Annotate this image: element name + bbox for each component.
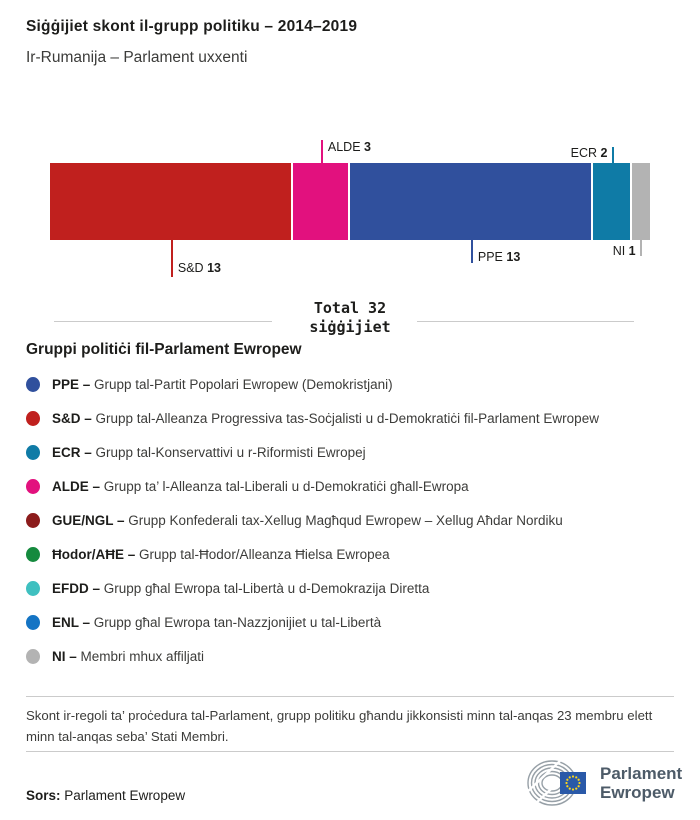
source-label: Sors:: [26, 788, 61, 803]
legend-label: ECR – Grupp tal-Konservattivi u r-Riformisti Ewropej: [52, 444, 366, 460]
legend-label: ALDE – Grupp ta’ l-Alleanza tal-Liberali u d-Demokratiċi għall-Ewropa: [52, 478, 469, 494]
legend-item-enl: [26, 605, 686, 639]
ep-hemicycle-icon: [526, 758, 588, 808]
legend-label: ENL – Grupp għal Ewropa tan-Nazzjonijiet u tal-Libertà: [52, 614, 382, 630]
legend-item-ni: [26, 639, 686, 673]
callout-label-ppe: PPE 13: [477, 250, 521, 264]
source-line: [26, 788, 185, 803]
footnote-divider-bottom: [26, 751, 674, 752]
seats-bar-chart: [0, 0, 700, 300]
bar-segment-alde: [293, 163, 349, 240]
ep-logo: [526, 758, 682, 808]
legend-item-s-d: [26, 401, 686, 435]
page-subtitle: Ir-Rumanija – Parlament uxxenti: [26, 49, 248, 66]
legend-label: EFDD – Grupp għal Ewropa tal-Libertà u d-Demokrazija Diretta: [52, 580, 430, 596]
legend-dot-enl: [26, 615, 40, 630]
stacked-bar: [50, 163, 650, 240]
legend-dot-efdd: [26, 581, 40, 596]
total-line1: Total 32: [313, 299, 387, 317]
legend-dot-gue-ngl: [26, 513, 40, 528]
page-title: Siġġijiet skont il-grupp politiku – 2014–2019: [26, 18, 358, 35]
legend-dot-alde: [26, 479, 40, 494]
legend-label: S&D – Grupp tal-Alleanza Progressiva tas-Soċjalisti u d-Demokratiċi fil-Parlament Ewropew: [52, 410, 599, 426]
legend-dot-s-d: [26, 411, 40, 426]
callout-line-alde: [321, 140, 323, 163]
callout-label-alde: ALDE 3: [327, 140, 371, 154]
callout-label-s-d: S&D 13: [177, 261, 221, 275]
legend-dot-ecr: [26, 445, 40, 460]
legend-item--odor-a-e: [26, 537, 686, 571]
eu-flag: [560, 772, 586, 794]
callout-label-ecr: ECR 2: [570, 146, 608, 160]
legend-item-ecr: [26, 435, 686, 469]
legend-label: Ħodor/AĦE – Grupp tal-Ħodor/Alleanza Ħielsa Ewropea: [52, 546, 390, 562]
callout-line-ni: [640, 240, 642, 256]
legend-label: GUE/NGL – Grupp Konfederali tax-Xellug Magħqud Ewropew – Xellug Aħdar Nordiku: [52, 512, 563, 528]
legend-item-gue-ngl: [26, 503, 686, 537]
bar-segment-ppe: [350, 163, 591, 240]
bar-segment-ecr: [593, 163, 630, 240]
legend-dot-ni: [26, 649, 40, 664]
legend-heading: Gruppi politiċi fil-Parlament Ewropew: [26, 341, 302, 358]
ep-logo-text: [600, 764, 682, 802]
bar-segment-ni: [632, 163, 651, 240]
ep-logo-line2: Ewropew: [600, 783, 675, 802]
footnote: Skont ir-regoli ta’ proċedura tal-Parlament, grupp politiku għandu jikkonsisti minn tal-anqas 23 membru elett minn tal-anqas seba’ Stati Membri.: [26, 708, 653, 744]
legend: [26, 367, 686, 673]
callout-line-s-d: [171, 240, 173, 277]
footnote-divider-top: [26, 696, 674, 697]
legend-item-efdd: [26, 571, 686, 605]
legend-item-ppe: [26, 367, 686, 401]
callout-line-ecr: [612, 147, 614, 163]
legend-label: PPE – Grupp tal-Partit Popolari Ewropew (Demokristjani): [52, 376, 393, 392]
legend-dot--odor-a-e: [26, 547, 40, 562]
callout-line-ppe: [471, 240, 473, 263]
legend-dot-ppe: [26, 377, 40, 392]
callout-label-ni: NI 1: [612, 244, 636, 258]
total-line2: siġġijiet: [309, 318, 391, 336]
total-seats-label: [0, 299, 700, 337]
legend-item-alde: [26, 469, 686, 503]
ep-logo-line1: Parlament: [600, 764, 683, 783]
source-value: Parlament Ewropew: [64, 788, 186, 803]
legend-label: NI – Membri mhux affiljati: [52, 648, 205, 664]
bar-segment-s-d: [50, 163, 291, 240]
